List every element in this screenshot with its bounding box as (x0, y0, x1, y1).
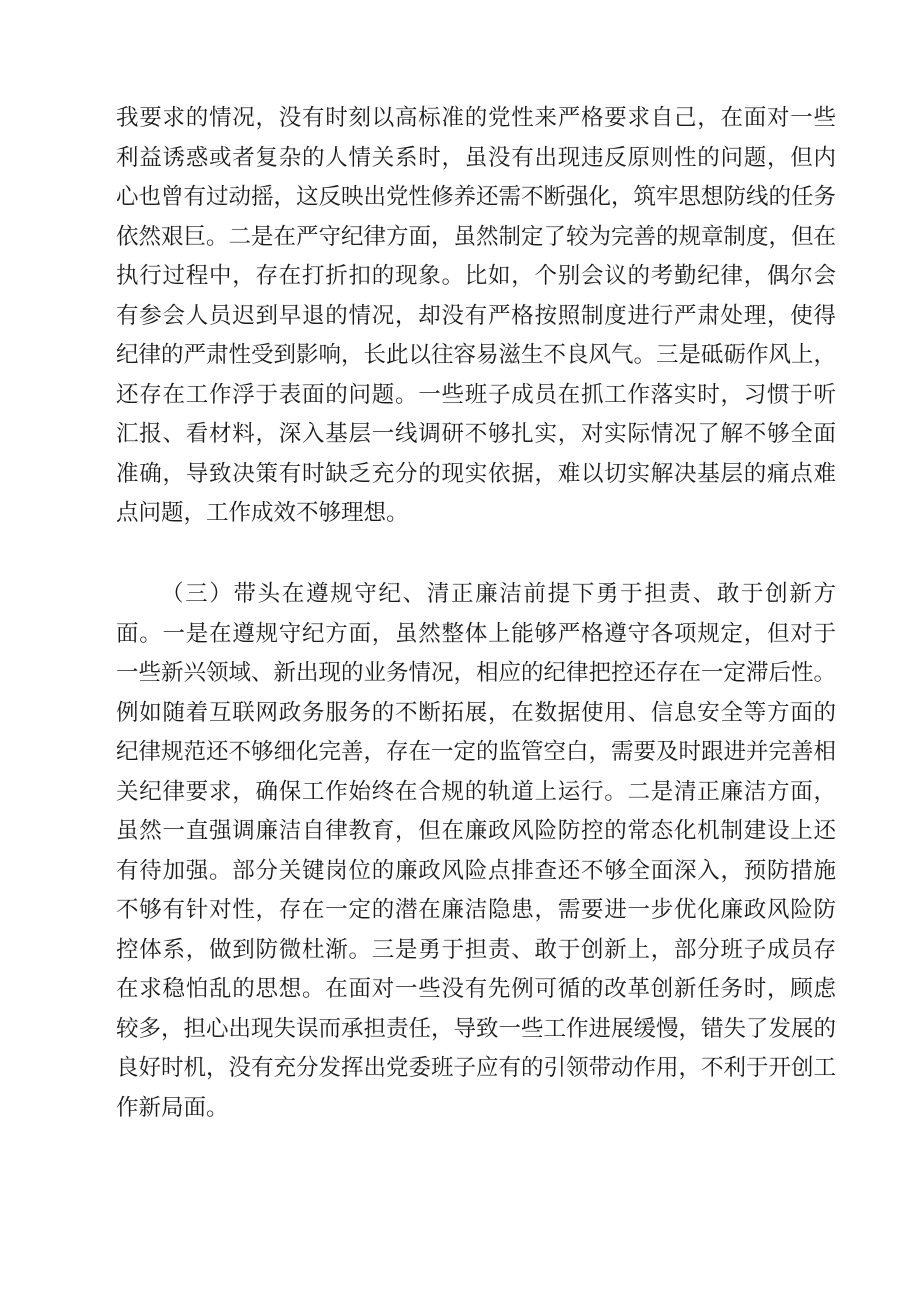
text-line: 一些新兴领域、新出现的业务情况，相应的纪律把控还存在一定滞后性。 (116, 660, 837, 686)
text-line: 面。一是在遵规守纪方面，虽然整体上能够严格遵守各项规定，但对于 (116, 620, 836, 647)
text-line: 较多，担心出现失误而承担责任，导致一些工作进展缓慢，错失了发展的 (116, 1015, 837, 1042)
text-line: 准确，导致决策有时缺乏充分的现实依据，难以切实解决基层的痛点难 (116, 460, 836, 487)
paragraph-2 (116, 575, 836, 1128)
text-line: 作新局面。 (116, 1094, 229, 1121)
text-line: 利益诱惑或者复杂的人情关系时，虽没有出现违反原则性的问题，但内 (116, 144, 836, 171)
text-line: 良好时机，没有充分发挥出党委班子应有的引领带动作用，不利于开创工 (116, 1055, 837, 1081)
text-line: 汇报、看材料，深入基层一线调研不够扎实，对实际情况了解不够全面 (116, 421, 836, 447)
text-line: 有待加强。部分关键岗位的廉政风险点排查还不够全面深入，预防措施 (116, 857, 836, 884)
text-line: 不够有针对性，存在一定的潜在廉洁隐患，需要进一步优化廉政风险防 (116, 897, 836, 923)
text-line: 虽然一直强调廉洁自律教育，但在廉政风险防控的常态化机制建设上还 (116, 818, 836, 844)
text-line: 有参会人员迟到早退的情况，却没有严格按照制度进行严肃处理，使得 (116, 302, 836, 329)
text-line: 我要求的情况，没有时刻以高标准的党性来严格要求自己，在面对一些 (116, 105, 836, 131)
text-line: 执行过程中，存在打折扣的现象。比如，个别会议的考勤纪律，偶尔会 (116, 263, 836, 289)
text-line: 纪律的严肃性受到影响，长此以往容易滋生不良风气。三是砥砺作风上， (116, 342, 837, 368)
section-heading-line: （三）带头在遵规守纪、清正廉洁前提下勇于担责、敢于创新方 (161, 581, 836, 607)
text-line: 例如随着互联网政务服务的不断拓展，在数据使用、信息安全等方面的 (116, 699, 836, 726)
text-line: 还存在工作浮于表面的问题。一些班子成员在抓工作落实时，习惯于听 (116, 381, 836, 408)
text-line: 控体系，做到防微杜渐。三是勇于担责、敢于创新上，部分班子成员存 (116, 936, 836, 963)
text-line: 依然艰巨。二是在严守纪律方面，虽然制定了较为完善的规章制度，但在 (116, 223, 837, 250)
paragraph-1 (116, 99, 836, 534)
text-line: 在求稳怕乱的思想。在面对一些没有先例可循的改革创新任务时，顾虑 (116, 976, 836, 1002)
text-line: 纪律规范还不够细化完善，存在一定的监管空白，需要及时跟进并完善相 (116, 739, 837, 765)
text-line: 心也曾有过动摇，这反映出党性修养还需不断强化，筑牢思想防线的任务 (116, 184, 837, 210)
text-line: 点问题，工作成效不够理想。 (116, 500, 409, 526)
text-line: 关纪律要求，确保工作始终在合规的轨道上运行。二是清正廉洁方面， (116, 778, 836, 805)
